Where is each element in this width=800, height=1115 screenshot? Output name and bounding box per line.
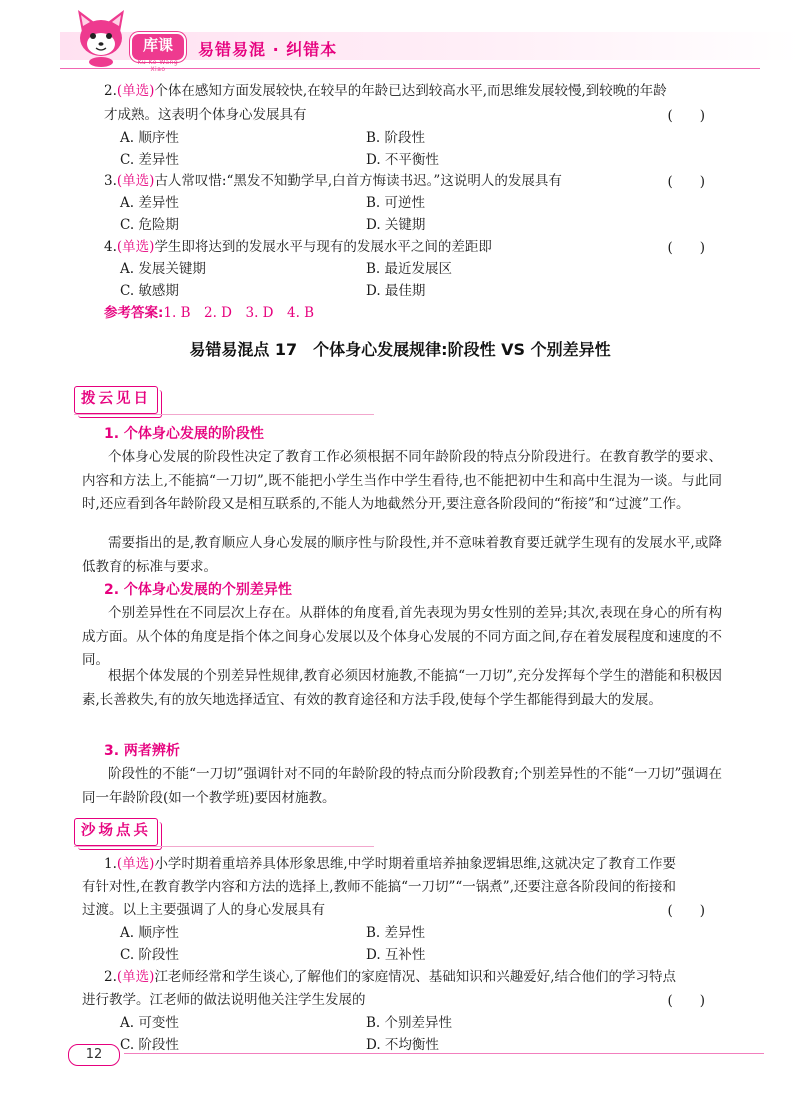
subsection-heading-stage: 1. 个体身心发展的阶段性	[104, 426, 264, 442]
option-d: D. 不均衡性	[366, 1037, 439, 1053]
question-text: 小学时期着重培养具体形象思维,中学时期着重培养抽象逻辑思维,这就决定了教育工作要	[154, 856, 677, 872]
option-a: A. 差异性	[120, 195, 179, 211]
page-number-badge	[62, 1043, 124, 1065]
option-b: B. 最近发展区	[366, 261, 453, 277]
paragraph: 阶段性的不能“一刀切”强调针对不同的年龄阶段的特点而分阶段教育;个别差异性的不能“一刀切”强调在同一年龄阶段(如一个教学班)要因材施教。	[82, 766, 722, 806]
option-a: A. 发展关键期	[120, 261, 206, 277]
option-b: B. 可逆性	[366, 195, 426, 211]
paragraph: 需要指出的是,教育顺应人身心发展的顺序性与阶段性,并不意味着教育要迁就学生现有的发展水平,或降低教育的标准与要求。	[82, 535, 722, 575]
question-text: 古人常叹惜:“黑发不知勤学早,白首方悔读书迟。”这说明人的发展具有	[154, 173, 562, 189]
option-d: D. 互补性	[366, 947, 426, 963]
subsection-heading-compare: 3. 两者辨析	[104, 743, 180, 759]
page-number: 12	[68, 1044, 120, 1066]
section-title: 易错易混点 17 个体身心发展规律:阶段性 VS 个别差异性	[189, 340, 611, 359]
paragraph: 个体身心发展的阶段性决定了教育工作必须根据不同年龄阶段的特点分阶段进行。在教育教学的要求、内容和方法上,不能搞“一刀切”,既不能把小学生当作中学生看待,也不能把初中生和高中生混为一谈。与此同时,还应看到各年龄阶段又是相互联系的,不能人为地截然分开,要注意各阶段间的“衔接”和“过渡”工作。	[82, 449, 722, 512]
brand-subtitle: Ku Ke Wang Xiao	[137, 59, 179, 73]
option-b: B. 差异性	[366, 925, 426, 941]
answer-key-value: 1. B 2. D 3. D 4. B	[163, 305, 315, 321]
section-label-insight: 拨云见日	[74, 386, 158, 414]
question-text-cont: 才成熟。这表明个体身心发展具有	[104, 107, 307, 123]
divider	[74, 414, 374, 415]
option-c: C. 敏感期	[120, 283, 179, 299]
option-c: C. 阶段性	[120, 947, 179, 963]
option-b: B. 个别差异性	[366, 1015, 453, 1031]
answer-blank: ( )	[667, 903, 705, 919]
fox-mascot-icon	[72, 6, 130, 68]
answer-blank: ( )	[667, 240, 705, 256]
option-a: A. 顺序性	[120, 130, 179, 146]
series-title: 易错易混 · 纠错本	[198, 40, 338, 59]
option-a: A. 顺序性	[120, 925, 179, 941]
brand-logo: 库课	[132, 34, 184, 60]
option-d: D. 最佳期	[366, 283, 426, 299]
question-type-tag: (单选)	[116, 83, 155, 99]
paragraph: 个别差异性在不同层次上存在。从群体的角度看,首先表现为男女性别的差异;其次,表现在身心的所有构成方面。从个体的角度是指个体之间身心发展以及个体身心发展的不同方面之间,存在着发展程度和速度的不同。	[82, 605, 722, 668]
answer-blank: ( )	[667, 993, 705, 1009]
option-a: A. 可变性	[120, 1015, 179, 1031]
question-number: 3.	[104, 173, 117, 189]
question-text: 个体在感知方面发展较快,在较早的年龄已达到较高水平,而思维发展较慢,到较晚的年龄	[154, 83, 667, 99]
option-c: C. 阶段性	[120, 1037, 179, 1053]
question-number: 4.	[104, 239, 117, 255]
answer-key-label: 参考答案:	[104, 305, 164, 321]
section-label-practice: 沙场点兵	[74, 818, 158, 846]
option-d: D. 关键期	[366, 217, 426, 233]
question-number: 1.	[104, 856, 117, 872]
answer-blank: ( )	[667, 174, 705, 190]
question-text: 学生即将达到的发展水平与现有的发展水平之间的差距即	[154, 239, 492, 255]
question-type-tag: (单选)	[116, 856, 155, 872]
question-number: 2.	[104, 83, 117, 99]
question-text-cont: 有针对性,在教育教学内容和方法的选择上,教师不能搞“一刀切”“一锅煮”,还要注意各阶段间的衔接和	[82, 879, 676, 895]
question-type-tag: (单选)	[116, 173, 155, 189]
paragraph: 根据个体发展的个别差异性规律,教育必须因材施教,不能搞“一刀切”,充分发挥每个学生的潜能和积极因素,长善救失,有的放矢地选择适宜、有效的教育途径和方法手段,使每个学生都能得到最大的发展。	[82, 668, 722, 708]
question-text-cont: 进行教学。江老师的做法说明他关注学生发展的	[82, 992, 366, 1008]
question-text: 江老师经常和学生谈心,了解他们的家庭情况、基础知识和兴趣爱好,结合他们的学习特点	[154, 969, 677, 985]
question-number: 2.	[104, 969, 117, 985]
option-b: B. 阶段性	[366, 130, 426, 146]
option-c: C. 差异性	[120, 152, 179, 168]
option-d: D. 不平衡性	[366, 152, 439, 168]
subsection-heading-difference: 2. 个体身心发展的个别差异性	[104, 582, 292, 598]
divider	[74, 846, 374, 847]
footer-rule	[124, 1053, 764, 1054]
answer-blank: ( )	[667, 108, 705, 124]
answer-key	[104, 301, 314, 321]
question-type-tag: (单选)	[116, 239, 155, 255]
page-header	[0, 0, 800, 76]
question-type-tag: (单选)	[116, 969, 155, 985]
question-text-cont: 过渡。以上主要强调了人的身心发展具有	[82, 902, 325, 918]
option-c: C. 危险期	[120, 217, 179, 233]
